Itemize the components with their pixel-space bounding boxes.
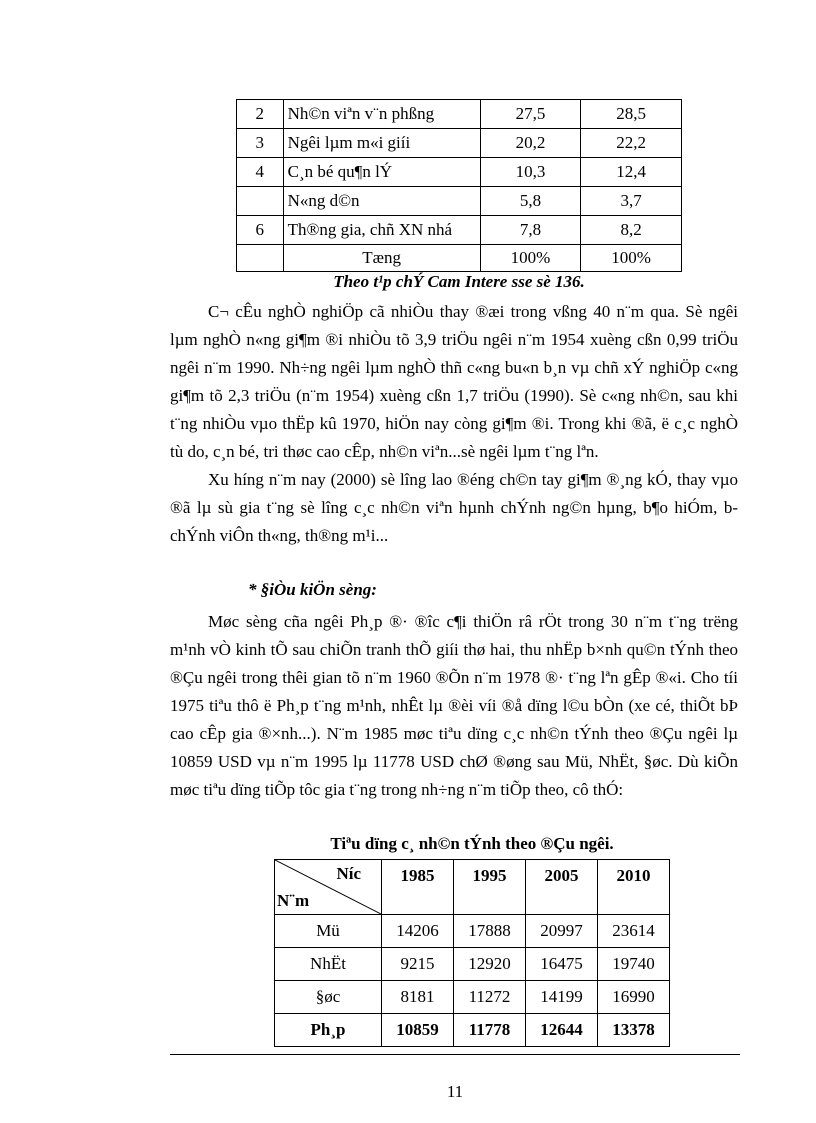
paragraph: Xu híng n¨m nay (2000) sè lîng lao ®éng ch©n tay gi¶m ®¸ng kÓ, thay vµo ®ã lµ sù gia t¨ng sè lîng c¸c nh©n viªn hµnh chÝnh ng©n hµng, b¶o hiÓm, b chÝnh viÔn th«ng, th®ng m¹i... xyxy=(170,470,738,545)
page-number: 11 xyxy=(446,1082,464,1101)
value-cell: 28,5 xyxy=(581,100,682,129)
value-cell: 20997 xyxy=(526,915,598,948)
year-header-cell: 2005 xyxy=(526,860,598,915)
row-number: 4 xyxy=(237,158,284,187)
total-row xyxy=(237,245,682,272)
value-cell: 12644 xyxy=(526,1014,598,1047)
row-number: 6 xyxy=(237,216,284,245)
value-cell: 20,2 xyxy=(480,129,581,158)
value-cell: 7,8 xyxy=(480,216,581,245)
country-cell: Ph¸p xyxy=(275,1014,382,1047)
value-cell: 12,4 xyxy=(581,158,682,187)
occupation-name: Th®ng gia, chñ XN nhá xyxy=(283,216,480,245)
table1-source-caption: Theo t¹p chÝ Cam Intere sse sè 136. xyxy=(333,272,585,291)
occupation-table xyxy=(236,99,682,272)
diagonal-header-cell xyxy=(275,860,382,915)
value-cell: 8,2 xyxy=(581,216,682,245)
value-cell: 16475 xyxy=(526,948,598,981)
year-header: N¨m xyxy=(277,891,310,910)
table-row xyxy=(275,948,670,981)
country-cell: NhËt xyxy=(275,948,382,981)
table-row xyxy=(237,100,682,129)
row-number: 3 xyxy=(237,129,284,158)
value-cell: 11778 xyxy=(454,1014,526,1047)
value-cell: 19740 xyxy=(598,948,670,981)
value-cell: 3,7 xyxy=(581,187,682,216)
empty-cell xyxy=(237,245,284,272)
year-header-cell: 1985 xyxy=(382,860,454,915)
value-cell: 9215 xyxy=(382,948,454,981)
table-row xyxy=(275,915,670,948)
table-header-row xyxy=(275,860,670,915)
value-cell: 8181 xyxy=(382,981,454,1014)
paragraph: C¬ cÊu nghÒ nghiÖp cã nhiÒu thay ®æi trong vßng 40 n¨m qua. Sè ngêi lµm nghÒ n«ng gi¶m ®i nhiÒu tõ 3,9 triÖu ngêi n¨m 1954 xuèng cßn 0,99 triÖu ngêi n¨m 1990. Nh÷ng ngêi lµm nghÒ thñ c«ng bu«n b¸n vµ chñ xÝ nghiÖp c«ng gi¶m tõ 2,3 triÖu (n¨m 1954) xuèng cßn 1,7 triÖu (1990). Sè c«ng nh©n, sau khi t¨ng nhiÒu vµo thËp kû 1970, hiÖn nay còng gi¶m ®i. Trong khi ®ã, ë c¸c nghÒ tù do, c¸n bé, tri thøc cao cÊp, nh©n viªn...sè ngêi lµm t¨ng lªn. xyxy=(170,302,738,461)
country-header: Níc xyxy=(336,864,361,883)
table-row xyxy=(237,187,682,216)
table-row xyxy=(237,216,682,245)
value-cell: 10859 xyxy=(382,1014,454,1047)
table-row xyxy=(275,1014,670,1047)
table-row xyxy=(237,129,682,158)
value-cell: 5,8 xyxy=(480,187,581,216)
occupation-name: N«ng d©n xyxy=(283,187,480,216)
value-cell: 11272 xyxy=(454,981,526,1014)
value-cell: 27,5 xyxy=(480,100,581,129)
year-header-cell: 2010 xyxy=(598,860,670,915)
value-cell: 13378 xyxy=(598,1014,670,1047)
consumption-table xyxy=(274,859,670,1047)
country-cell: Mü xyxy=(275,915,382,948)
occupation-name: Ngêi lµm m«i giíi xyxy=(283,129,480,158)
section-heading: * §iÒu kiÖn sèng: xyxy=(248,580,377,599)
body-text-block-1 xyxy=(170,298,738,550)
value-cell: 22,2 xyxy=(581,129,682,158)
row-number xyxy=(237,187,284,216)
value-cell: 14206 xyxy=(382,915,454,948)
occupation-name: C¸n bé qu¶n lÝ xyxy=(283,158,480,187)
country-cell: §øc xyxy=(275,981,382,1014)
value-cell: 12920 xyxy=(454,948,526,981)
total-value: 100% xyxy=(480,245,581,272)
value-cell: 16990 xyxy=(598,981,670,1014)
value-cell: 10,3 xyxy=(480,158,581,187)
year-header-cell: 1995 xyxy=(454,860,526,915)
paragraph: Møc sèng cña ngêi Ph¸p ®· ®îc c¶i thiÖn râ rÖt trong 30 n¨m t¨ng trëng m¹nh vÒ kinh tÕ sau chiÕn tranh thÕ giíi thø hai, thu nhËp b×nh qu©n tÝnh theo ®Çu ngêi trong thêi gian tõ n¨m 1960 ®Õn n¨m 1978 ®· t¨ng lªn gÊp ®«i. Cho tíi 1975 tiªu thô ë Ph¸p t¨ng m¹nh, nhÊt lµ ®èi víi ®å dïng l©u bÒn (xe cé, thiÕt bÞ cao cÊp gia ®×nh...). N¨m 1985 møc tiªu dïng c¸c nh©n tÝnh theo ®Çu ngêi lµ 10859 USD vµ n¨m 1995 lµ 11778 USD chØ ®øng sau Mü, NhËt, §øc. Dù kiÕn møc tiªu dïng tiÕp tôc gia t¨ng trong nh÷ng n¨m tiÕp theo, cô thÓ: xyxy=(170,612,738,799)
value-cell: 23614 xyxy=(598,915,670,948)
total-value: 100% xyxy=(581,245,682,272)
footer-divider xyxy=(170,1054,740,1055)
total-label: Tæng xyxy=(283,245,480,272)
table2-title: Tiªu dïng c¸ nh©n tÝnh theo ®Çu ngêi. xyxy=(330,834,614,853)
body-text-block-2 xyxy=(170,608,738,804)
value-cell: 14199 xyxy=(526,981,598,1014)
table-row xyxy=(237,158,682,187)
value-cell: 17888 xyxy=(454,915,526,948)
occupation-name: Nh©n viªn v¨n phßng xyxy=(283,100,480,129)
row-number: 2 xyxy=(237,100,284,129)
table-row xyxy=(275,981,670,1014)
